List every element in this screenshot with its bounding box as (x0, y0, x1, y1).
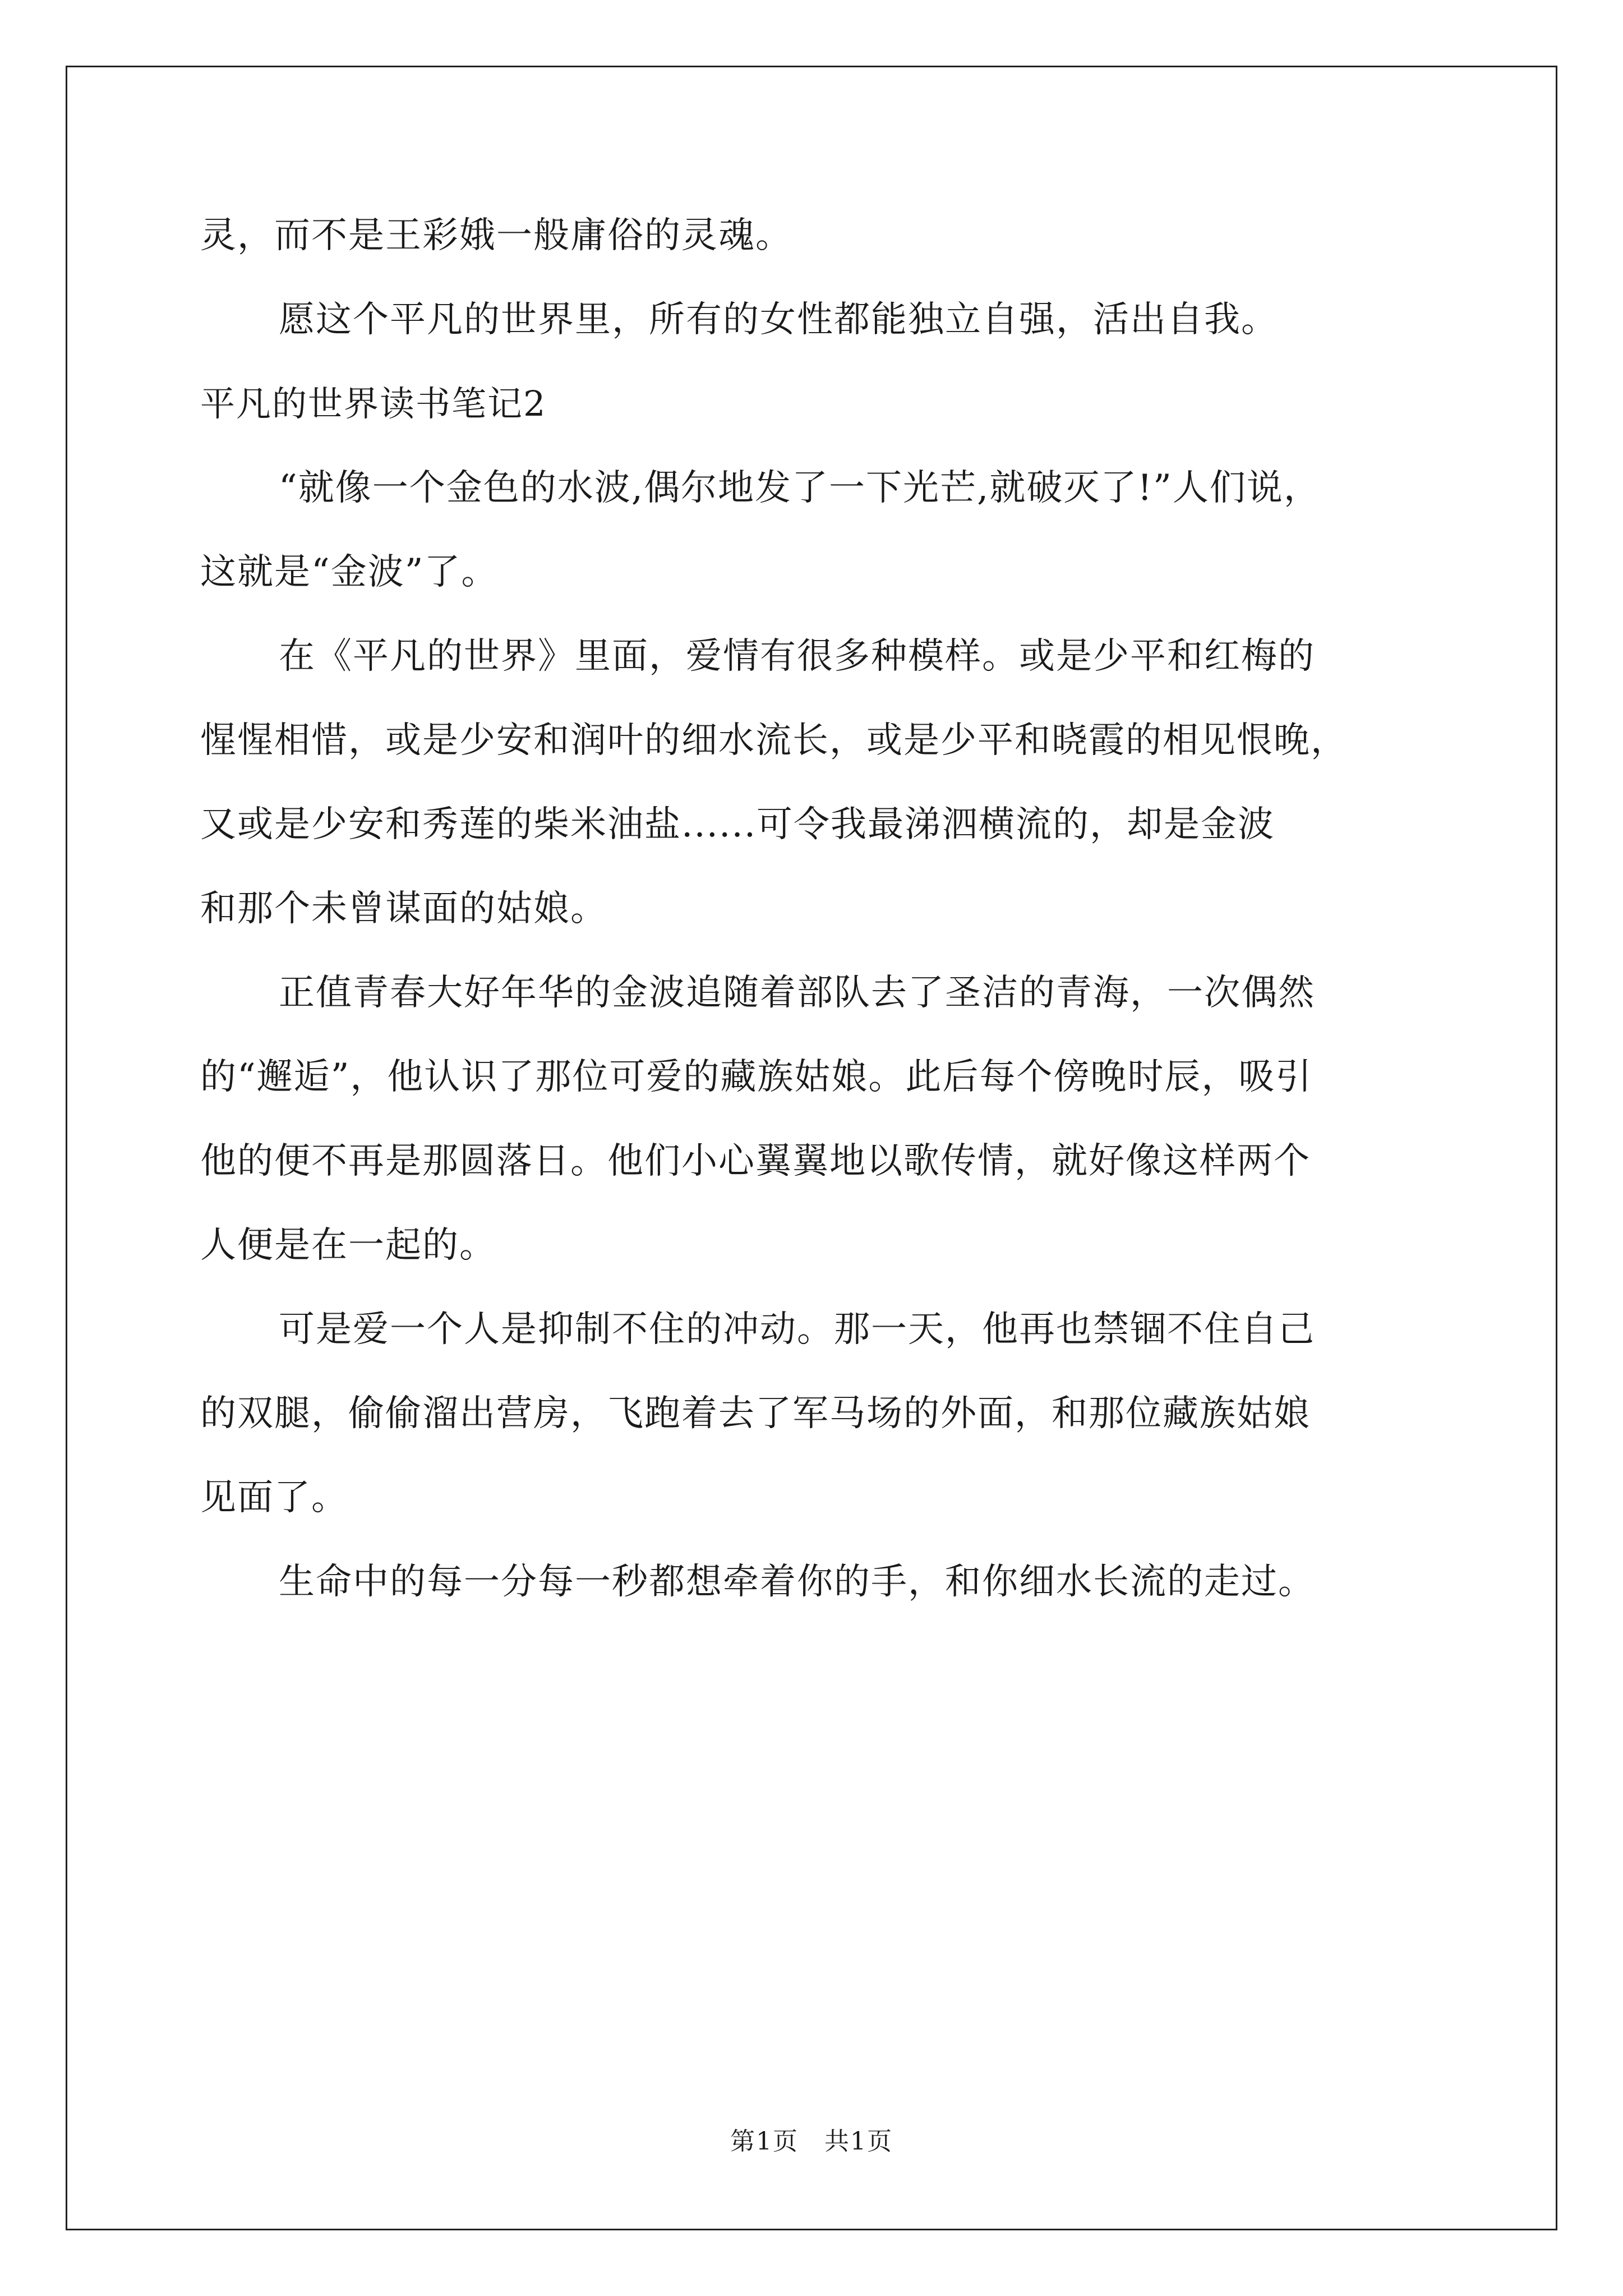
text-line: “就像一个金色的水波,偶尔地发了一下光芒,就破灭了!”人们说， (279, 467, 1321, 509)
text-line: 人便是在一起的。 (200, 1225, 496, 1266)
text-line: 生命中的每一分每一秒都想牵着你的手，和你细水长流的走过。 (279, 1561, 1315, 1603)
text-line: 和那个未曾谋面的姑娘。 (200, 888, 607, 930)
text-line: 他的便不再是那圆落日。他们小心翼翼地以歌传情，就好像这样两个 (200, 1140, 1311, 1182)
page-number-footer: 第1页 共1页 (730, 2127, 893, 2156)
text-line: 惺惺相惜，或是少安和润叶的细水流长，或是少平和晓霞的相见恨晚， (200, 720, 1348, 761)
text-line: 正值青春大好年华的金波追随着部队去了圣洁的青海，一次偶然 (279, 972, 1315, 1014)
text-line: 的“邂逅”，他认识了那位可爱的藏族姑娘。此后每个傍晚时辰，吸引 (200, 1056, 1313, 1098)
text-line: 在《平凡的世界》里面，爱情有很多种模样。或是少平和红梅的 (279, 636, 1315, 677)
section-title: 平凡的世界读书笔记2 (200, 383, 547, 424)
text-line: 这就是“金波”了。 (200, 551, 499, 593)
text-line: 灵，而不是王彩娥一般庸俗的灵魂。 (200, 215, 792, 256)
text-line: 见面了。 (200, 1477, 348, 1519)
text-line: 又或是少安和秀莲的柴米油盐......可令我最涕泗横流的，却是金波 (200, 804, 1275, 845)
text-line: 的双腿，偷偷溜出营房，飞跑着去了军马场的外面，和那位藏族姑娘 (200, 1393, 1311, 1434)
text-line: 可是爱一个人是抑制不住的冲动。那一天，他再也禁锢不住自己 (279, 1309, 1315, 1350)
text-line: 愿这个平凡的世界里，所有的女性都能独立自强，活出自我。 (279, 299, 1278, 341)
